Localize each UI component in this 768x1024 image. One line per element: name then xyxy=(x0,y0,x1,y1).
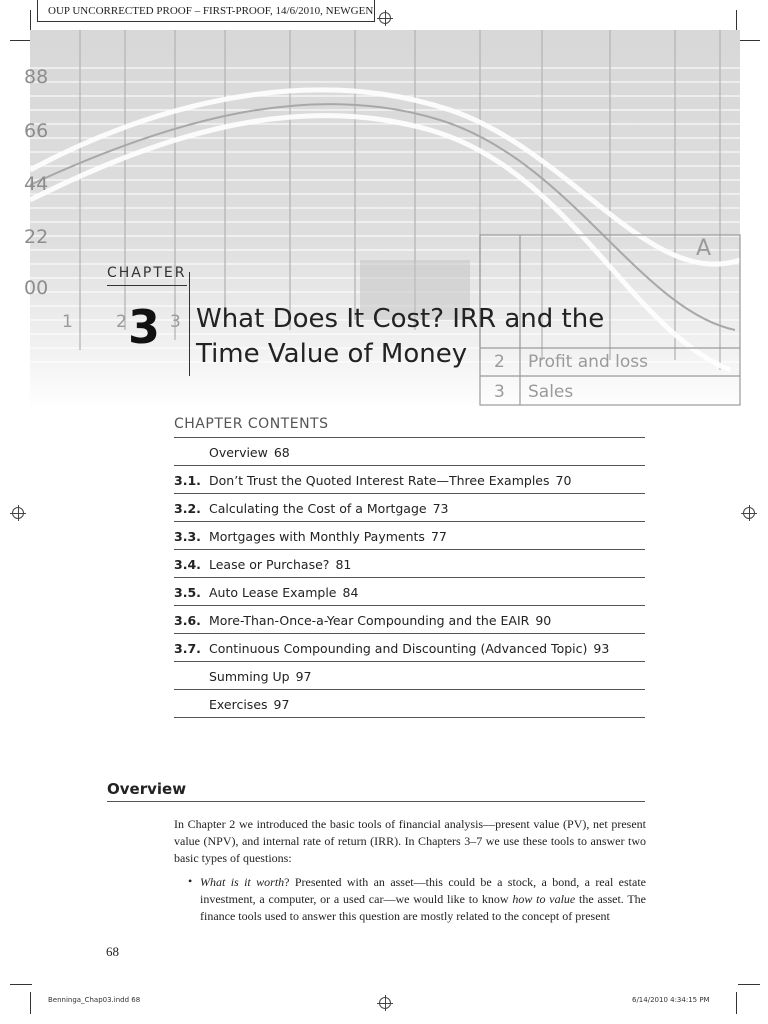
toc-page-number: 73 xyxy=(432,501,449,516)
footer-timestamp: 6/14/2010 4:34:15 PM xyxy=(632,996,710,1004)
toc-section-title: Calculating the Cost of a Mortgage xyxy=(209,501,427,516)
banner-axis-number: 00 xyxy=(24,277,49,299)
toc-row[interactable] xyxy=(174,606,645,634)
banner-axis-number: 22 xyxy=(24,226,49,248)
toc-section-title: Exercises xyxy=(209,697,268,712)
toc-page-number: 68 xyxy=(273,445,290,460)
banner-column-number: 3 xyxy=(170,312,181,332)
chapter-number: 3 xyxy=(128,300,161,354)
toc-row[interactable] xyxy=(174,494,645,522)
crop-mark-bottom-left xyxy=(10,984,32,985)
toc-page-number: 84 xyxy=(342,585,359,600)
chapter-title xyxy=(196,302,646,372)
toc-page-number: 97 xyxy=(295,669,312,684)
crop-mark-bottom-left-v xyxy=(30,992,31,1014)
registration-mark-top-icon xyxy=(379,12,391,24)
crop-mark-bottom-right-v xyxy=(736,992,737,1014)
toc-section-title: Mortgages with Monthly Payments xyxy=(209,529,425,544)
proof-header: OUP UNCORRECTED PROOF – FIRST-PROOF, 14/6/2010, NEWGEN xyxy=(37,0,375,22)
bullet-text: ? Presented with an asset—this could be a stock, a bond, a real estate investment, a computer, or a used car—we would like to know xyxy=(200,875,646,906)
footer-file-name: Benninga_Chap03.indd 68 xyxy=(48,996,141,1004)
table-of-contents xyxy=(174,437,645,718)
registration-mark-right-icon xyxy=(743,507,755,519)
crop-mark-top-right-v xyxy=(736,10,737,32)
toc-row[interactable] xyxy=(174,578,645,606)
banner-axis-number: 66 xyxy=(24,120,49,142)
crop-mark-bottom-right xyxy=(738,984,760,985)
toc-section-number: 3.5. xyxy=(174,585,201,600)
bullet-icon: • xyxy=(188,874,193,888)
bullet-emphasis: how to value xyxy=(512,892,576,906)
toc-section-title: Don’t Trust the Quoted Interest Rate—Three Examples xyxy=(209,473,550,488)
toc-page-number: 81 xyxy=(335,557,352,572)
bullet-text-tail: the asset. The finance tools used to answer this question are mostly related to the concept of present xyxy=(200,892,646,923)
toc-row[interactable] xyxy=(174,466,645,494)
banner-sheet-row-label: Sales xyxy=(528,382,574,402)
chapter-contents-heading: CHAPTER CONTENTS xyxy=(174,416,329,432)
banner-sheet-row-number: 3 xyxy=(494,382,505,402)
page-number: 68 xyxy=(106,944,119,959)
toc-section-title: Continuous Compounding and Discounting (Advanced Topic) xyxy=(209,641,588,656)
banner-column-number: 1 xyxy=(62,312,73,332)
toc-section-title: Lease or Purchase? xyxy=(209,557,330,572)
toc-page-number: 77 xyxy=(430,529,447,544)
toc-page-number: 97 xyxy=(273,697,290,712)
overview-paragraph: In Chapter 2 we introduced the basic tools of financial analysis—present value (PV), net present value (NPV), and internal rate of return (IRR). In Chapters 3–7 we use these tools to answer two basic types of questions: xyxy=(174,817,646,865)
banner-axis-number: 88 xyxy=(24,66,49,88)
chapter-title-line: Time Value of Money xyxy=(196,339,468,369)
overview-heading: Overview xyxy=(107,780,187,798)
toc-page-number: 70 xyxy=(555,473,572,488)
toc-row[interactable] xyxy=(174,438,645,466)
toc-section-number: 3.2. xyxy=(174,501,201,516)
chapter-label: CHAPTER xyxy=(107,265,187,281)
chapter-title-line: What Does It Cost? IRR and the xyxy=(196,304,605,334)
banner-sheet-row-number: 2 xyxy=(494,352,505,372)
toc-page-number: 93 xyxy=(593,641,610,656)
toc-section-title: More-Than-Once-a-Year Compounding and the EAIR xyxy=(209,613,530,628)
toc-row[interactable] xyxy=(174,634,645,662)
registration-mark-left-icon xyxy=(12,507,24,519)
toc-row[interactable] xyxy=(174,690,645,718)
chapter-rule-horizontal xyxy=(107,285,187,286)
banner-sheet-corner-letter: A xyxy=(696,236,712,261)
toc-section-title: Overview xyxy=(209,445,268,460)
toc-row[interactable] xyxy=(174,522,645,550)
banner-sheet-row-label: Profit and loss xyxy=(528,352,648,372)
toc-page-number: 90 xyxy=(535,613,552,628)
toc-section-number: 3.4. xyxy=(174,557,201,572)
toc-row[interactable] xyxy=(174,662,645,690)
banner-column-number: 2 xyxy=(116,312,127,332)
crop-mark-top-right xyxy=(738,40,760,41)
toc-section-number: 3.6. xyxy=(174,613,201,628)
toc-section-number: 3.3. xyxy=(174,529,201,544)
chapter-rule-vertical xyxy=(189,272,190,376)
toc-section-title: Auto Lease Example xyxy=(209,585,337,600)
toc-section-number: 3.1. xyxy=(174,473,201,488)
toc-section-number: 3.7. xyxy=(174,641,201,656)
overview-bullet xyxy=(200,874,646,925)
bullet-lead: What is it worth xyxy=(200,875,285,889)
registration-mark-bottom-icon xyxy=(379,997,391,1009)
overview-rule xyxy=(107,801,645,802)
toc-section-title: Summing Up xyxy=(209,669,290,684)
toc-row[interactable] xyxy=(174,550,645,578)
crop-mark-top-left-v xyxy=(30,10,31,32)
banner-axis-number: 44 xyxy=(24,173,49,195)
crop-mark-top-left xyxy=(10,40,32,41)
